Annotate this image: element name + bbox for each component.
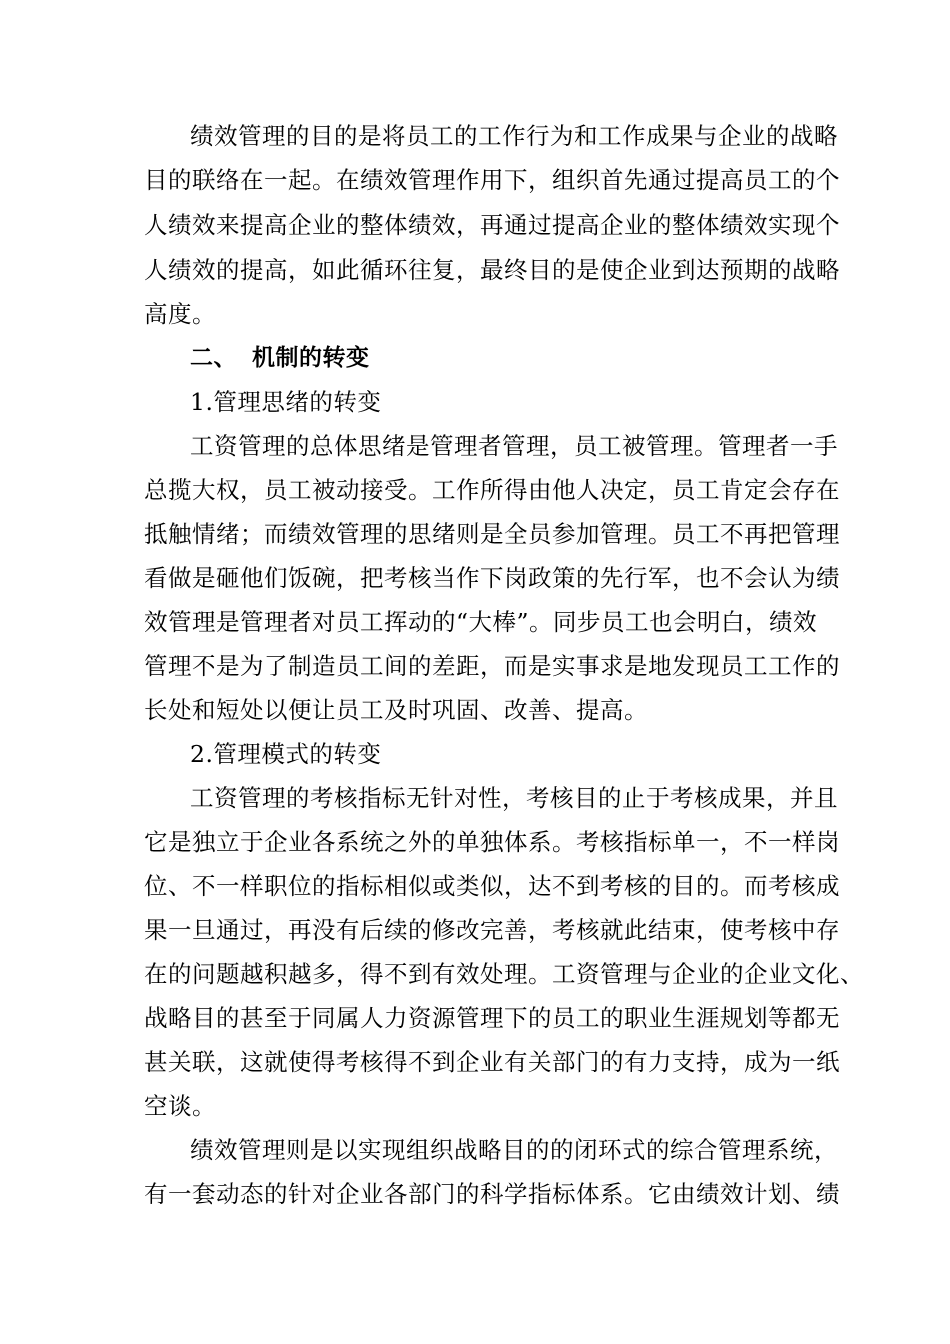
paragraph-line: 工资管理的考核指标无针对性，考核目的止于考核成果，并且	[190, 784, 838, 812]
paragraph-line: 抵触情绪；而绩效管理的思绪则是全员参加管理。员工不再把管理	[144, 520, 840, 548]
paragraph-line: 位、不一样职位的指标相似或类似，达不到考核的目的。而考核成	[144, 872, 840, 900]
paragraph-line: 长处和短处以便让员工及时巩固、改善、提高。	[144, 696, 648, 724]
paragraph-line: 空谈。	[144, 1092, 216, 1120]
paragraph-line: 有一套动态的针对企业各部门的科学指标体系。它由绩效计划、绩	[144, 1180, 840, 1208]
paragraph-line: 效管理是管理者对员工挥动的“大棒”。同步员工也会明白，绩效	[144, 608, 818, 636]
paragraph-line: 它是独立于企业各系统之外的单独体系。考核指标单一，不一样岗	[144, 828, 840, 856]
paragraph-line: 在的问题越积越多，得不到有效处理。工资管理与企业的企业文化、	[144, 960, 864, 988]
paragraph-line: 看做是砸他们饭碗，把考核当作下岗政策的先行军，也不会认为绩	[144, 564, 840, 592]
paragraph-line: 果一旦通过，再没有后续的修改完善，考核就此结束，使考核中存	[144, 916, 840, 944]
subsection-heading: 2.管理模式的转变	[190, 740, 382, 768]
paragraph-line: 目的联络在一起。在绩效管理作用下，组织首先通过提高员工的个	[144, 166, 840, 194]
subsection-heading: 1.管理思绪的转变	[190, 388, 382, 416]
paragraph-line: 工资管理的总体思绪是管理者管理，员工被管理。管理者一手	[190, 432, 838, 460]
paragraph-line: 绩效管理的目的是将员工的工作行为和工作成果与企业的战略	[190, 122, 838, 150]
paragraph-line: 人绩效来提高企业的整体绩效，再通过提高企业的整体绩效实现个	[144, 211, 840, 239]
paragraph-line: 人绩效的提高，如此循环往复，最终目的是使企业到达预期的战略	[144, 256, 840, 284]
paragraph-line: 甚关联，这就使得考核得不到企业有关部门的有力支持，成为一纸	[144, 1048, 840, 1076]
paragraph-line: 管理不是为了制造员工间的差距，而是实事求是地发现员工工作的	[144, 652, 840, 680]
section-number: 二、	[190, 345, 237, 371]
paragraph-line: 总揽大权，员工被动接受。工作所得由他人决定，员工肯定会存在	[144, 476, 840, 504]
paragraph-line: 战略目的甚至于同属人力资源管理下的员工的职业生涯规划等都无	[144, 1004, 840, 1032]
section-heading	[190, 343, 370, 373]
section-title: 机制的转变	[252, 345, 370, 371]
paragraph-line: 绩效管理则是以实现组织战略目的的闭环式的综合管理系统，	[190, 1136, 838, 1164]
paragraph-line: 高度。	[144, 300, 216, 328]
